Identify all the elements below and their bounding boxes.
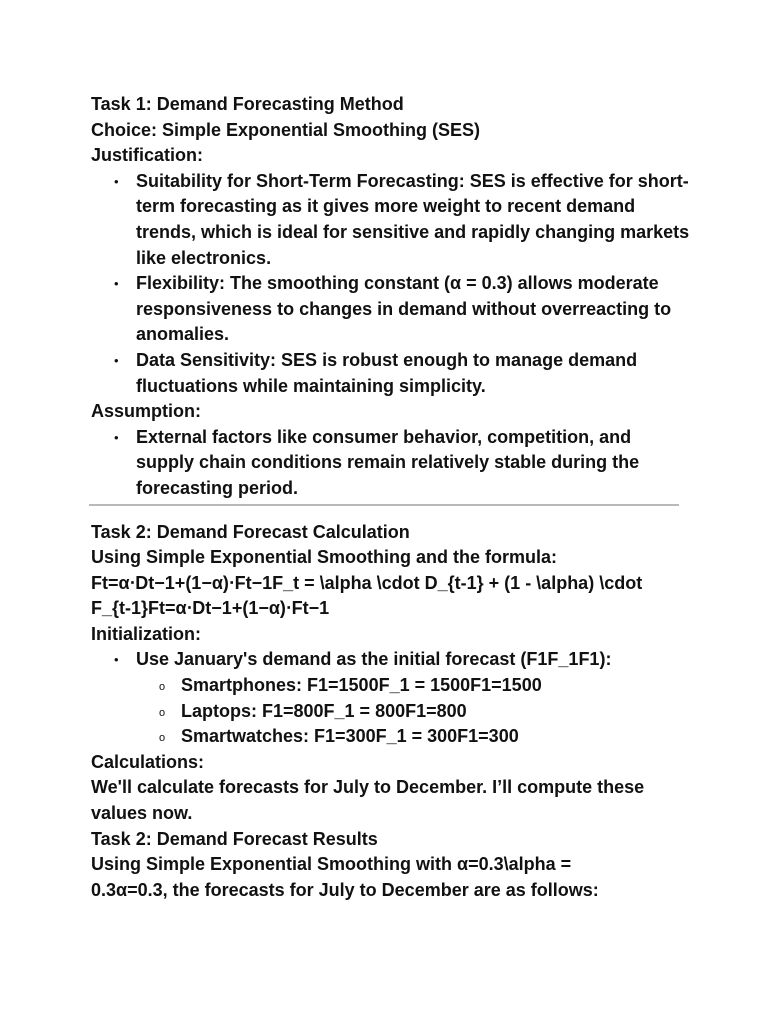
section-divider [89, 504, 679, 506]
justification-item-suitability: • Suitability for Short-Term Forecasting: SES is effective for short-term forecasting as it gives more weight to recent demand trends, which is ideal for sensitive and rapidly changing markets like electronics. [91, 169, 691, 271]
formula-line-1: Ft=α⋅Dt−1+(1−α)⋅Ft−1F_t = \alpha \cdot D_{t-1} + (1 - \alpha) \cdot [91, 572, 643, 593]
method-choice: Choice: Simple Exponential Smoothing (SES) [91, 119, 481, 140]
formula-intro: Using Simple Exponential Smoothing and the formula: [91, 547, 558, 568]
initial-forecast-smartwatches: o Smartwatches: F1=300F_1 = 300F1=300 [91, 724, 691, 750]
justification-label: Justification: [91, 145, 204, 166]
results-line-1: Using Simple Exponential Smoothing with α=0.3\alpha = [91, 854, 572, 875]
initialization-label: Initialization: [91, 623, 201, 644]
results-heading: Task 2: Demand Forecast Results [91, 828, 378, 849]
calculations-text: We'll calculate forecasts for July to December. I’ll compute these values now. [91, 777, 645, 824]
formula-line-2: F_{t-1}Ft=α⋅Dt−1+(1−α)⋅Ft−1 [91, 598, 330, 619]
justification-item-data-sensitivity: • Data Sensitivity: SES is robust enough to manage demand fluctuations while maintaining simplicity. [91, 348, 691, 399]
initial-forecast-list [91, 673, 691, 750]
task1-heading: Task 1: Demand Forecasting Method [91, 94, 404, 114]
initial-forecast-laptops: o Laptops: F1=800F_1 = 800F1=800 [91, 699, 691, 725]
justification-list [91, 169, 691, 399]
initial-forecast-smartphones: o Smartphones: F1=1500F_1 = 1500F1=1500 [91, 673, 691, 699]
assumption-label: Assumption: [91, 401, 201, 422]
justification-item-flexibility: • Flexibility: The smoothing constant (α = 0.3) allows moderate responsiveness to changes in demand without overreacting to anomalies. [91, 271, 691, 348]
task2-heading: Task 2: Demand Forecast Calculation [91, 521, 410, 542]
assumption-list [91, 425, 691, 502]
initialization-item: • Use January's demand as the initial forecast (F1F_1F1): [91, 647, 691, 673]
calculations-label: Calculations: [91, 751, 205, 772]
results-line-2: 0.3α=0.3, the forecasts for July to December are as follows: [91, 879, 599, 900]
initialization-list [91, 647, 691, 673]
document-body [91, 92, 691, 903]
assumption-item: • External factors like consumer behavior, competition, and supply chain conditions remain relatively stable during the forecasting period. [91, 425, 691, 502]
